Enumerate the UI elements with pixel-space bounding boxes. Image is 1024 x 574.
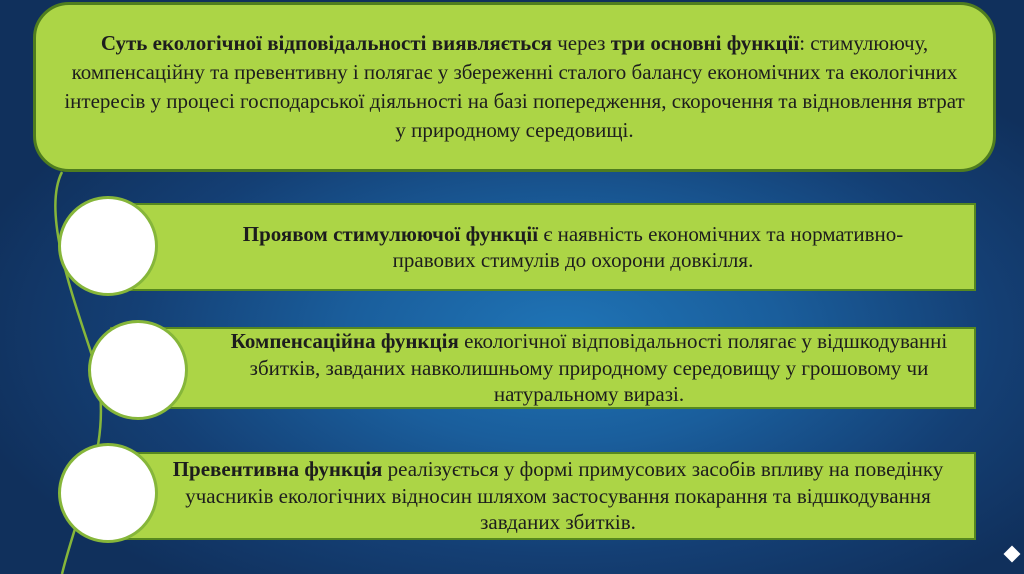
intro-box xyxy=(33,2,996,172)
function-title: Превентивна функція xyxy=(172,457,383,482)
function-title: Компенсаційна функція xyxy=(230,329,459,354)
function-title: Проявом стимулюючої функції xyxy=(242,221,539,246)
function-description: екологічної відповідальності полягає у відшкодуванні збитків, завданих навколишньому природному середовищу у грошовому чи натуральному виразі. xyxy=(249,329,948,407)
bullet-circle-3 xyxy=(58,443,158,543)
function-bar-preventive xyxy=(110,452,976,540)
function-description: реалізується у формі примусових засобів впливу на поведінку учасників екологічних відносин шляхом застосування покарання та відшкодування завданих збитків. xyxy=(185,457,944,535)
function-text xyxy=(162,456,954,535)
function-description: є наявність економічних та нормативно-правових стимулів до охорони довкілля. xyxy=(392,221,904,272)
function-text xyxy=(232,221,914,274)
intro-lead-bold2: три основні функції xyxy=(610,31,800,56)
bullet-circle-2 xyxy=(88,320,188,420)
function-bar-compensatory xyxy=(110,327,976,409)
function-text xyxy=(224,328,954,407)
bullet-circle-1 xyxy=(58,196,158,296)
intro-text xyxy=(64,29,965,145)
intro-lead-mid: через xyxy=(551,31,611,56)
intro-body: : стимулюючу, компенсаційну та превентивну і полягає у збереженні сталого балансу економічних та екологічних інтересів у процесі господарської діяльності на базі попередження, скорочення та відновлення втрат у природному середовищі. xyxy=(64,31,965,142)
intro-lead-bold: Суть екологічної відповідальності виявляється xyxy=(100,31,552,56)
function-bar-stimulating xyxy=(110,203,976,291)
